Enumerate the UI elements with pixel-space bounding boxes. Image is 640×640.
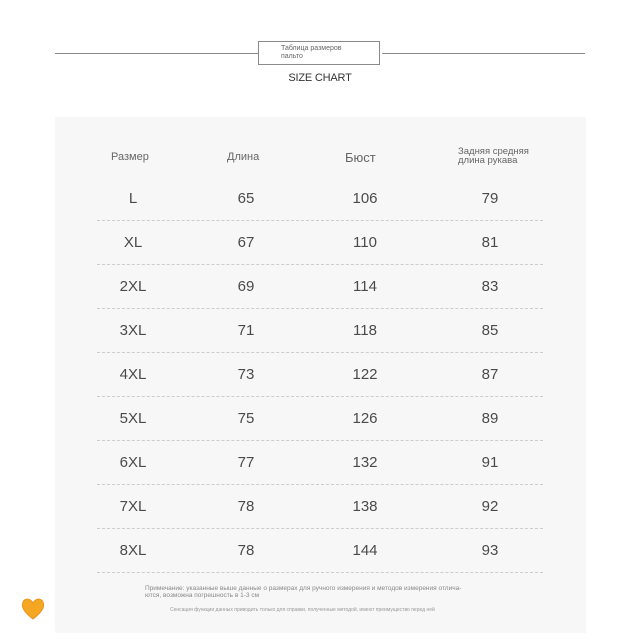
table-row	[97, 397, 543, 441]
title-line-1: Таблица размеров	[281, 45, 342, 52]
table-row	[97, 265, 543, 309]
cell-size: 3XL	[119, 322, 147, 339]
title-box	[258, 41, 380, 65]
cell-bust: 126	[352, 410, 378, 427]
cell-size: 4XL	[119, 366, 147, 383]
table-row	[97, 177, 543, 221]
cell-sleeve: 79	[481, 190, 499, 207]
cell-size: 8XL	[119, 542, 147, 559]
cell-length: 65	[237, 190, 255, 207]
header-rule-right	[382, 53, 585, 54]
header-length: Длина	[227, 151, 260, 163]
cell-length: 75	[237, 410, 255, 427]
header-sleeve	[458, 147, 558, 165]
header-size: Размер	[111, 151, 149, 163]
cell-sleeve: 81	[481, 234, 499, 251]
note-line-1: Примечание: указанные выше данные о размерах для ручного измерения и методов измерения отлича-	[145, 585, 462, 592]
cell-size: 7XL	[119, 498, 147, 515]
table-row	[97, 441, 543, 485]
header-bust: Бюст	[345, 150, 376, 165]
measurement-note	[145, 585, 535, 599]
cell-sleeve: 85	[481, 322, 499, 339]
header-rule-left	[55, 53, 258, 54]
note-line-2: ются, возможна погрешность в 1-3 см	[145, 592, 260, 599]
cell-length: 67	[237, 234, 255, 251]
cell-length: 69	[237, 278, 255, 295]
cell-size: L	[128, 190, 138, 207]
heart-icon	[20, 597, 46, 621]
cell-bust: 144	[352, 542, 378, 559]
cell-size: XL	[123, 234, 143, 251]
cell-length: 77	[237, 454, 255, 471]
page-subtitle: SIZE CHART	[288, 72, 352, 84]
cell-length: 73	[237, 366, 255, 383]
cell-size: 2XL	[119, 278, 147, 295]
cell-bust: 118	[353, 322, 377, 339]
table-row	[97, 529, 543, 573]
cell-bust: 132	[352, 454, 378, 471]
cell-bust: 106	[352, 190, 378, 207]
title-line-2: пальто	[281, 53, 303, 60]
table-row	[97, 353, 543, 397]
cell-bust: 138	[352, 498, 378, 515]
cell-size: 6XL	[119, 454, 147, 471]
table-row	[97, 485, 543, 529]
cell-sleeve: 91	[481, 454, 499, 471]
table-body	[97, 177, 543, 573]
cell-size: 5XL	[119, 410, 147, 427]
cell-length: 78	[237, 542, 255, 559]
cell-bust: 114	[353, 278, 377, 295]
cell-sleeve: 83	[481, 278, 499, 295]
cell-sleeve: 89	[481, 410, 499, 427]
table-row	[97, 309, 543, 353]
table-row	[97, 221, 543, 265]
cell-sleeve: 92	[481, 498, 499, 515]
cell-bust: 122	[352, 366, 378, 383]
cell-bust: 110	[353, 234, 377, 251]
size-table-panel	[55, 117, 586, 633]
cell-length: 78	[237, 498, 255, 515]
header-sleeve-line-2: длина рукава	[458, 155, 518, 166]
header-sleeve-line-1: Задняя средняя	[458, 146, 529, 157]
cell-sleeve: 93	[481, 542, 499, 559]
cell-length: 71	[237, 322, 255, 339]
footnote: Сенсация функции данных приводить только для справки, полученные методой, имеют преимущество перед ней	[170, 607, 435, 613]
cell-sleeve: 87	[481, 366, 499, 383]
